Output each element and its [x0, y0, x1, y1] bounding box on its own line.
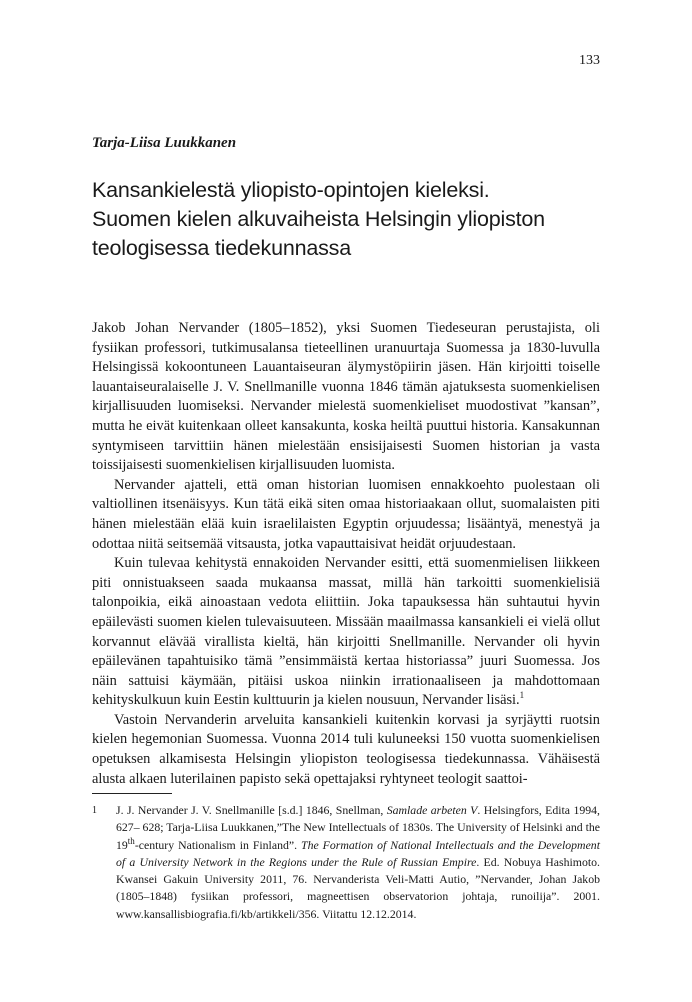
footnote-separator — [92, 793, 172, 794]
footnote-mark: 1 — [92, 805, 97, 816]
title-line-2: Suomen kielen alkuvaiheista Helsingin yliopiston — [92, 207, 545, 231]
footnote-1 — [92, 802, 600, 923]
title-line-3: teologisessa tiedekunnassa — [92, 236, 351, 260]
author-name: Tarja-Liisa Luukkanen — [92, 135, 237, 151]
body-text — [92, 319, 600, 789]
page-number: 133 — [579, 53, 600, 68]
paragraph-3 — [92, 554, 600, 711]
paragraph-3-text: Kuin tulevaa kehitystä ennakoiden Nervander esitti, että suomenmielisen liikkeen piti onnistuakseen saada mukaansa massat, millä hän tarkoitti suomenkielisiä talonpoikia, eikä ainoastaan vedota eliittiin. Joka tapauksessa hän suhtautui hyvin epäilevästi suomen kielen tulevaisuuteen. Missään maailmassa kansankieli ei vielä ollut korvannut elävää virallista kieltä, hän kirjoitti Snellmanille. Nervander oli hyvin epäilevänen tapahtuisiko tämä ”ensimmäistä kertaa historiassa” juuri Suomessa. Jos näin sattuisi käymään, pitäisi uskoa niinkin irrationaaliseen ja mahdottomaan kehityskulkuun kuin Eestin kulttuurin ja kielen nousuun, Nervander lisäsi. — [92, 555, 600, 709]
chapter-title — [92, 176, 612, 263]
footnote-reference[interactable]: 1 — [519, 690, 525, 701]
paragraph-2: Nervander ajatteli, että oman historian luomisen ennakkoehto puolestaan oli valtiollinen itsenäisyys. Kun tätä eikä siten omaa historiaakaan ollut, suomalaisten piti hänen mielestään elää kuin israelilaisten Egyptin orjuudessa; lisääntyä, menestyä ja odottaa niitä seitsemää vitsausta, jotka vapauttaisivat heidät orjuudestaan. — [92, 476, 600, 552]
paragraph-4: Vastoin Nervanderin arveluita kansankieli kuitenkin korvasi ja syrjäytti ruotsin kielen hegemonian Suomessa. Vuonna 2014 tuli kuluneeksi 150 vuotta suomenkielisen opetuksen alkamisesta Helsingin yliopiston teologisessa tiedekunnassa. Vähäisestä alusta alkaen luterilainen papisto sekä opettajaksi ryhtyneet teologit saattoi- — [92, 711, 600, 787]
paragraph-1: Jakob Johan Nervander (1805–1852), yksi Suomen Tiedeseuran perustajista, oli fysiikan professori, tutkimusalansa tieteellinen uranuurtaja Suomessa ja 1830-luvulla Helsingissä kokoontuneen Lauantaiseuran älymystöpiirin jäsen. Hän kirjoitti toiselle lauantaiseuralaiselle J. V. Snellmanille vuonna 1846 tämän ajatuksesta suomenkielisen kirjallisuuden luomiseksi. Nervander mielestä suomenkieliset muodostivat ”kansan”, mutta he eivät kuitenkaan olleet kansakunta, koska heiltä puuttui historia. Kansakunnan syntymiseen tarvittiin hänen mielestään ensisijaisesti Suomen historian ja vasta toissijaisesti suomenkielisen kirjallisuuden luomista. — [92, 320, 600, 474]
footnote-text: J. J. Nervander J. V. Snellmanille [s.d.] 1846, Snellman, Samlade arbeten V. Helsingfors, Edita 1994, 627– 628; Tarja-Liisa Luukkanen,”The New Intellectuals of 1830s. The University of Helsinki and the 19th-century Nationalism in Finland”. The Formation of National Intellectuals and the Development of a University Network in the Regions under the Rule of Russian Empire. Ed. Nobuya Hashimoto. Kwansei Gakuin University 2011, 76. Nervanderista Veli-Matti Autio, ”Nervander, Johan Jakob (1805–1848) fysiikan professori, magneettisen observatorion johtaja, runoilija”. 2001. www.kansallisbiografia.fi/kb/artikkeli/356. Viitattu 12.12.2014. — [116, 803, 600, 921]
title-line-1: Kansankielestä yliopisto-opintojen kieleksi. — [92, 178, 490, 202]
